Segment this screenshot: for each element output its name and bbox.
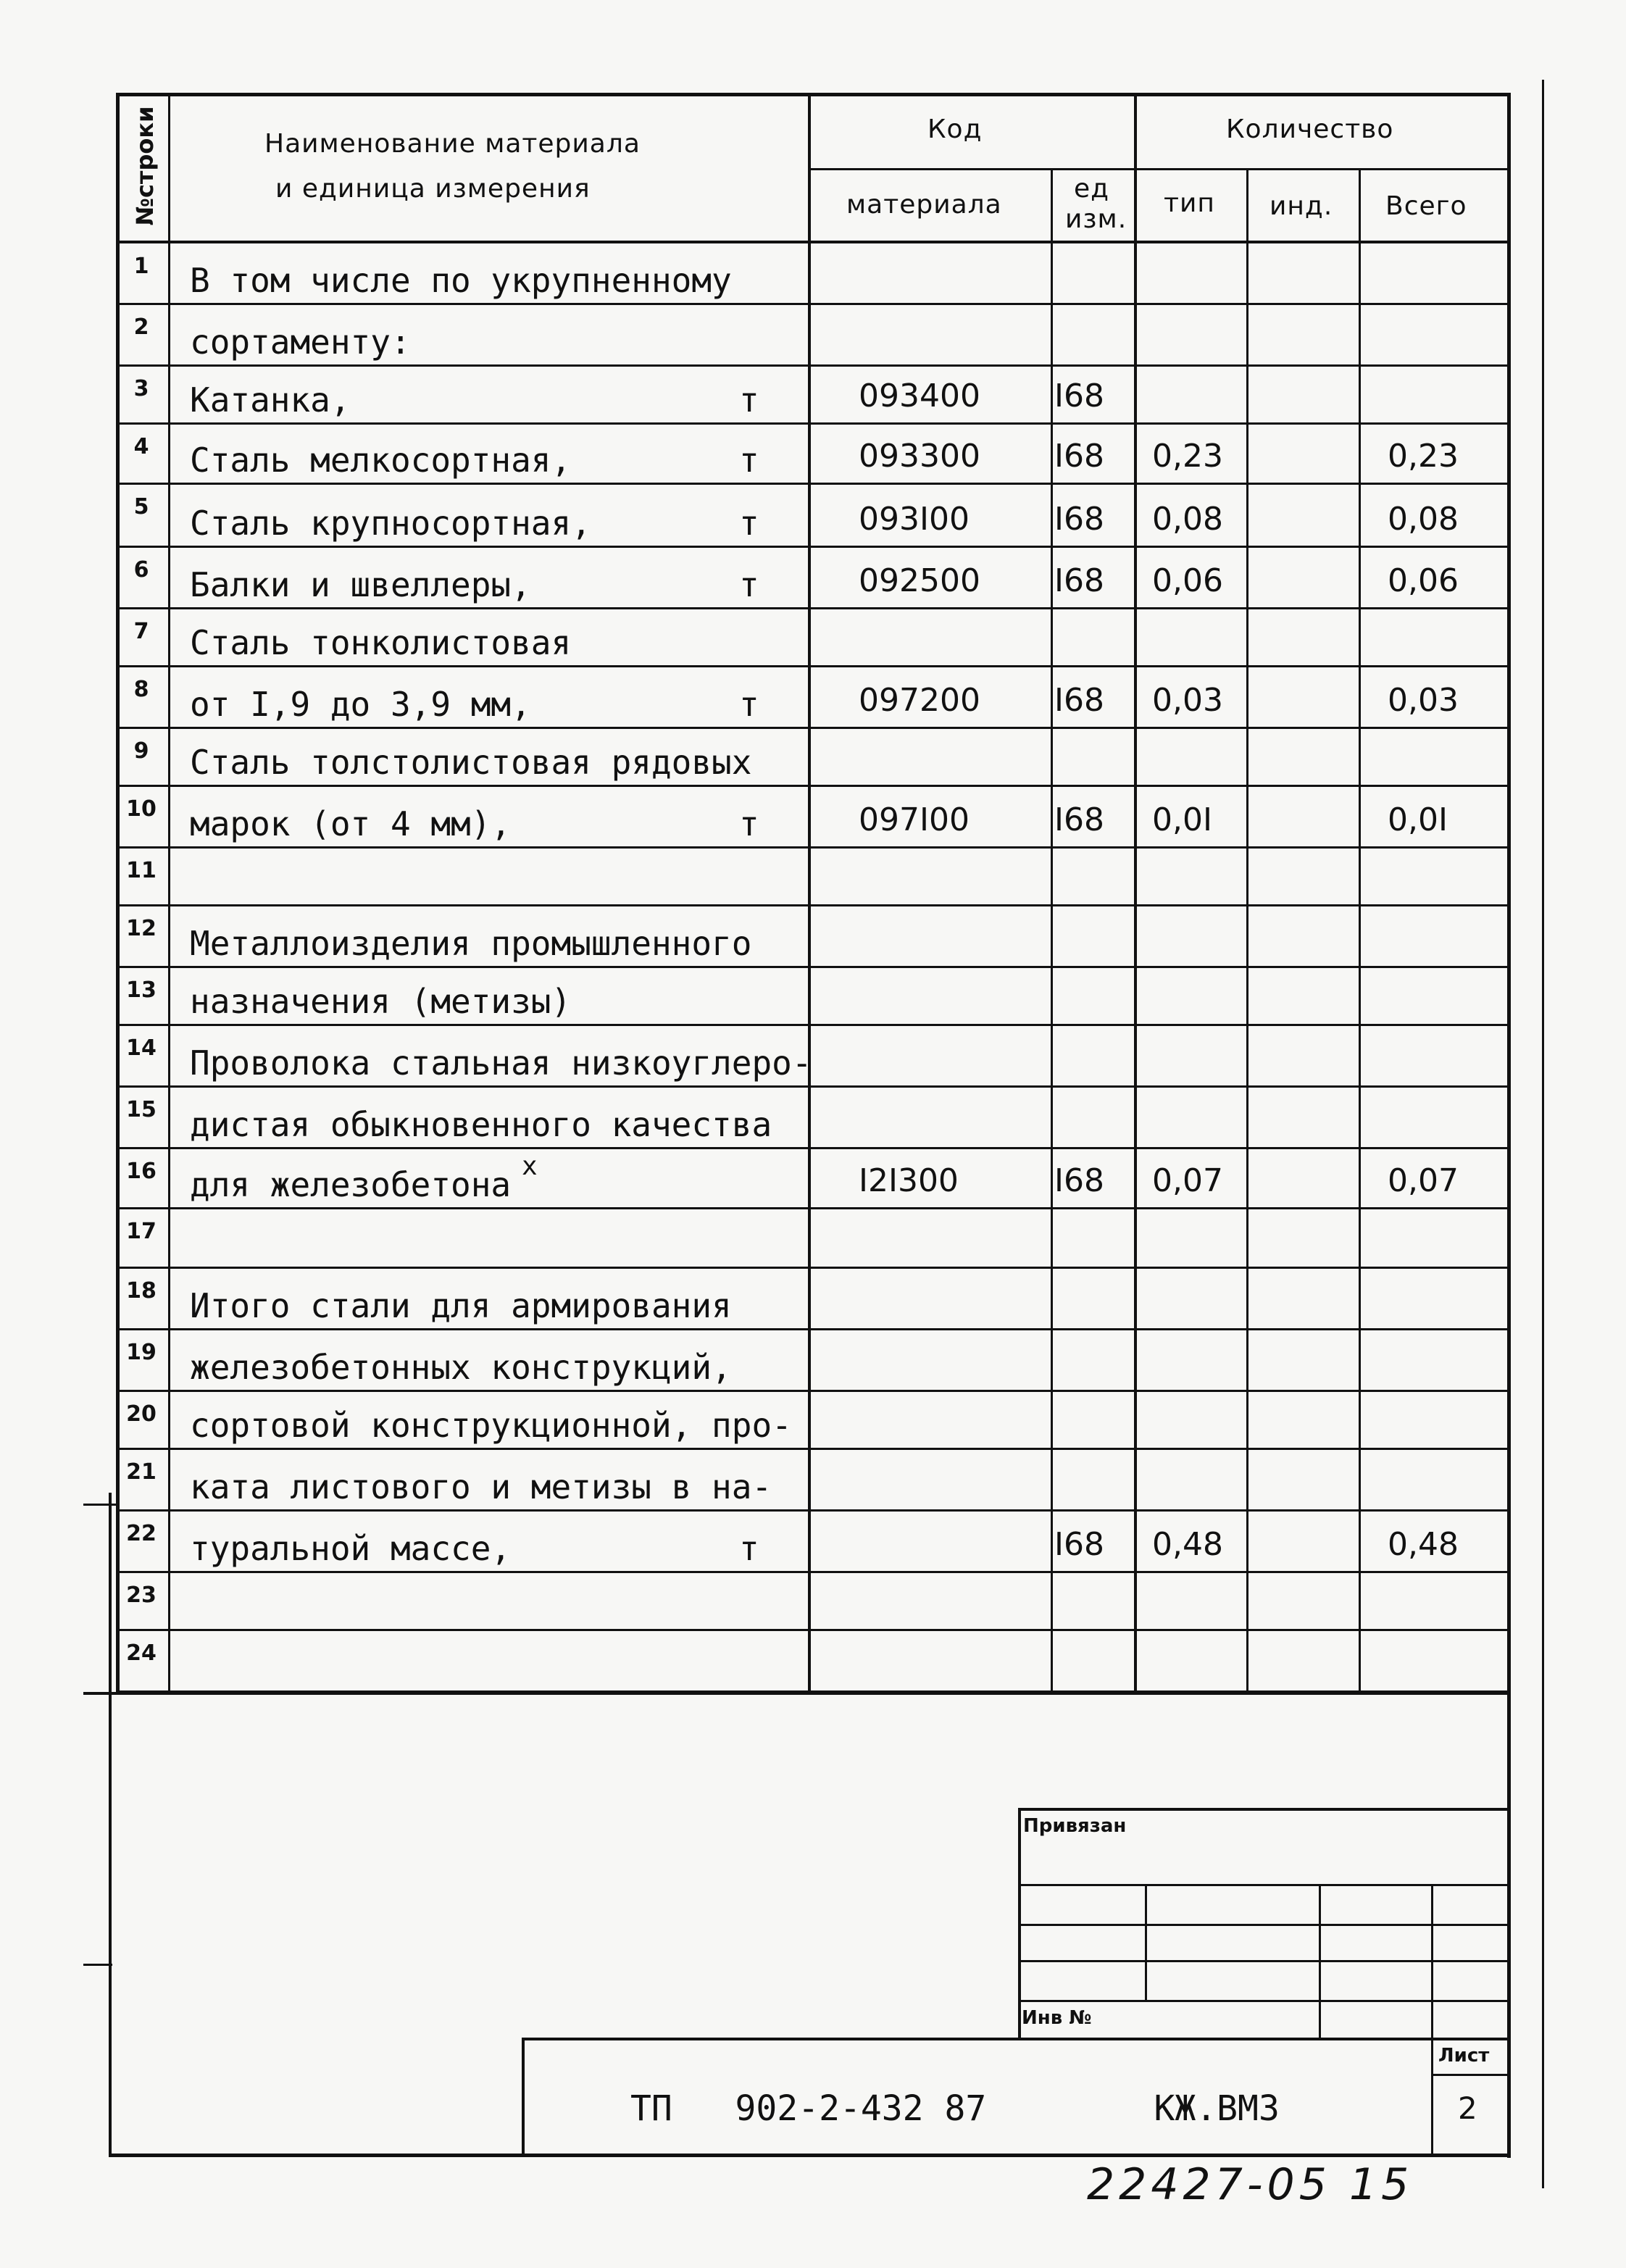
material-code: 097200 bbox=[859, 682, 980, 719]
quantity-typ: 0,03 bbox=[1152, 682, 1223, 719]
material-name: сортовой конструкционной, про- bbox=[190, 1406, 792, 1445]
material-code: I2I300 bbox=[859, 1162, 959, 1199]
row-number: 8 bbox=[133, 677, 149, 702]
col-line-num bbox=[168, 93, 170, 1694]
col-line-ind bbox=[1359, 168, 1361, 1694]
stamp-vline-1 bbox=[1145, 1884, 1147, 2000]
material-name: В том числе по укрупненному bbox=[190, 261, 732, 300]
unit-code: I68 bbox=[1054, 562, 1104, 599]
document-designation: ТП 902-2-432 87 КЖ.ВМЗ bbox=[630, 2088, 1280, 2129]
material-name: Металлоизделия промышленного bbox=[190, 924, 752, 963]
col-line-code bbox=[1051, 168, 1053, 1694]
material-name: Сталь крупносортная, bbox=[190, 504, 591, 543]
quantity-total: 0,08 bbox=[1388, 501, 1459, 538]
margin-tick-1 bbox=[83, 1504, 116, 1506]
row-number: 18 bbox=[126, 1278, 157, 1304]
row-divider bbox=[116, 1147, 1511, 1149]
quantity-total: 0,06 bbox=[1388, 562, 1459, 599]
row-number: 7 bbox=[133, 619, 149, 644]
row-number: 10 bbox=[126, 796, 157, 822]
header-code: Код bbox=[927, 114, 983, 144]
unit-code: I68 bbox=[1054, 501, 1104, 538]
unit-code: I68 bbox=[1054, 801, 1104, 838]
row-number: 21 bbox=[126, 1459, 157, 1485]
unit-label: т bbox=[739, 804, 759, 843]
material-name: от I,9 до 3,9 мм, bbox=[190, 685, 531, 724]
title-frame-top bbox=[522, 2038, 1511, 2040]
header-unit-2: изм. bbox=[1065, 204, 1127, 234]
header-name-line1: Наименование материала bbox=[264, 129, 641, 159]
stamp-privyazan: Привязан bbox=[1023, 1815, 1127, 1837]
unit-code: I68 bbox=[1054, 682, 1104, 719]
material-name: Сталь мелкосортная, bbox=[190, 441, 572, 480]
material-name: марок (от 4 мм), bbox=[190, 804, 512, 843]
row-divider bbox=[116, 665, 1511, 667]
row-number: 1 bbox=[133, 254, 149, 279]
stamp-frame-top bbox=[1018, 1808, 1511, 1811]
row-divider bbox=[116, 727, 1511, 729]
row-divider bbox=[116, 422, 1511, 425]
stamp-line-3 bbox=[1018, 1960, 1511, 1962]
title-frame-bottom bbox=[109, 2154, 1511, 2157]
stamp-vline-2 bbox=[1319, 1884, 1321, 2040]
material-code: 097I00 bbox=[859, 801, 970, 838]
unit-code: I68 bbox=[1054, 1526, 1104, 1563]
material-code: 092500 bbox=[859, 562, 980, 599]
row-number: 19 bbox=[126, 1340, 157, 1365]
header-sub-line bbox=[810, 168, 1511, 170]
header-material: материала bbox=[846, 190, 1002, 220]
quantity-total: 0,03 bbox=[1388, 682, 1459, 719]
row-divider bbox=[116, 303, 1511, 305]
material-code: 093I00 bbox=[859, 501, 970, 538]
stamp-line-4 bbox=[1018, 2000, 1511, 2002]
quantity-typ: 0,48 bbox=[1152, 1526, 1223, 1563]
quantity-total: 0,23 bbox=[1388, 438, 1459, 475]
row-divider bbox=[116, 1629, 1511, 1631]
row-divider bbox=[116, 904, 1511, 906]
material-name: для железобетона bbox=[190, 1165, 512, 1204]
title-frame-left bbox=[522, 2038, 525, 2157]
material-name: Проволока стальная низкоуглеро- bbox=[190, 1043, 812, 1083]
quantity-total: 0,0I bbox=[1388, 801, 1448, 838]
col-line-name bbox=[808, 93, 811, 1694]
quantity-typ: 0,06 bbox=[1152, 562, 1223, 599]
material-code: 093400 bbox=[859, 378, 980, 414]
material-name: Балки и швеллеры, bbox=[190, 565, 531, 604]
material-name: ката листового и метизы в на- bbox=[190, 1467, 772, 1506]
row-number: 6 bbox=[133, 557, 149, 583]
row-number: 9 bbox=[133, 738, 149, 764]
row-divider bbox=[116, 1267, 1511, 1269]
material-name: железобетонных конструкций, bbox=[190, 1348, 732, 1387]
quantity-typ: 0,08 bbox=[1152, 501, 1223, 538]
stamp-vline-3 bbox=[1431, 1884, 1433, 2156]
right-edge-line bbox=[1542, 80, 1544, 2188]
table-border-top bbox=[116, 93, 1511, 96]
row-number: 15 bbox=[126, 1097, 157, 1122]
header-total: Всего bbox=[1385, 191, 1467, 221]
header-row-number: №строки bbox=[131, 106, 159, 226]
unit-code: I68 bbox=[1054, 438, 1104, 475]
material-code: 093300 bbox=[859, 438, 980, 475]
row-number: 2 bbox=[133, 314, 149, 340]
row-divider bbox=[116, 1328, 1511, 1330]
stamp-line-2 bbox=[1018, 1924, 1511, 1926]
row-divider bbox=[116, 483, 1511, 485]
unit-label: т bbox=[739, 1529, 759, 1568]
material-name: сортаменту: bbox=[190, 322, 411, 362]
footnote-mark: x bbox=[522, 1151, 538, 1181]
unit-label: т bbox=[739, 685, 759, 724]
row-number: 14 bbox=[126, 1035, 157, 1061]
row-number: 5 bbox=[133, 494, 149, 520]
row-number: 20 bbox=[126, 1401, 157, 1427]
header-name-line2: и единица измерения bbox=[275, 174, 591, 204]
unit-label: т bbox=[739, 565, 759, 604]
row-number: 11 bbox=[126, 858, 157, 883]
margin-tick-2 bbox=[83, 1964, 112, 1966]
row-number: 23 bbox=[126, 1583, 157, 1608]
row-divider bbox=[116, 1207, 1511, 1209]
sheet-label: Лист bbox=[1438, 2045, 1490, 2067]
unit-code: I68 bbox=[1054, 1162, 1104, 1199]
row-number: 16 bbox=[126, 1159, 157, 1184]
row-divider bbox=[116, 846, 1511, 849]
quantity-total: 0,48 bbox=[1388, 1526, 1459, 1563]
material-name: Сталь тонколистовая bbox=[190, 623, 572, 662]
handwritten-archive-number: 22427-05 15 bbox=[1087, 2159, 1414, 2210]
material-name: Сталь толстолистовая рядовых bbox=[190, 743, 752, 782]
unit-label: т bbox=[739, 504, 759, 543]
material-name: дистая обыкновенного качества bbox=[190, 1105, 772, 1144]
unit-code: I68 bbox=[1054, 378, 1104, 414]
header-quantity: Количество bbox=[1226, 114, 1394, 144]
material-name: Катанка, bbox=[190, 380, 351, 420]
header-ind: инд. bbox=[1269, 191, 1333, 221]
row-number: 4 bbox=[133, 434, 149, 459]
stamp-inv-no: Инв № bbox=[1022, 2007, 1092, 2029]
row-number: 17 bbox=[126, 1219, 157, 1244]
row-divider bbox=[116, 1085, 1511, 1088]
quantity-typ: 0,23 bbox=[1152, 438, 1223, 475]
quantity-typ: 0,0I bbox=[1152, 801, 1212, 838]
margin-line-left bbox=[109, 1493, 112, 2156]
sheet-label-line bbox=[1431, 2074, 1511, 2076]
row-number: 24 bbox=[126, 1640, 157, 1666]
row-divider bbox=[116, 785, 1511, 787]
row-divider bbox=[116, 1024, 1511, 1026]
row-divider bbox=[116, 546, 1511, 548]
row-divider bbox=[116, 364, 1511, 367]
header-unit-1: ед bbox=[1074, 174, 1110, 204]
row-divider bbox=[116, 966, 1511, 968]
material-name: туральной массе, bbox=[190, 1529, 512, 1568]
row-divider bbox=[116, 1390, 1511, 1392]
col-line-unit bbox=[1134, 93, 1137, 1694]
header-typ: тип bbox=[1164, 188, 1215, 218]
unit-label: т bbox=[739, 380, 759, 420]
row-divider bbox=[116, 1571, 1511, 1573]
material-name: Итого стали для армирования bbox=[190, 1286, 732, 1325]
header-bottom-line bbox=[116, 241, 1511, 243]
row-number: 12 bbox=[126, 916, 157, 941]
stamp-line-1 bbox=[1018, 1884, 1511, 1886]
col-line-typ bbox=[1246, 168, 1248, 1694]
row-number: 13 bbox=[126, 977, 157, 1003]
row-number: 3 bbox=[133, 376, 149, 401]
quantity-typ: 0,07 bbox=[1152, 1162, 1223, 1199]
unit-label: т bbox=[739, 441, 759, 480]
material-name: назначения (метизы) bbox=[190, 982, 572, 1021]
table-border-right bbox=[1507, 93, 1511, 2158]
quantity-total: 0,07 bbox=[1388, 1162, 1459, 1199]
row-number: 22 bbox=[126, 1521, 157, 1546]
sheet-number: 2 bbox=[1458, 2090, 1477, 2126]
row-divider bbox=[116, 607, 1511, 609]
row-divider bbox=[116, 1448, 1511, 1450]
row-divider bbox=[116, 1690, 1511, 1693]
row-divider bbox=[116, 1509, 1511, 1512]
